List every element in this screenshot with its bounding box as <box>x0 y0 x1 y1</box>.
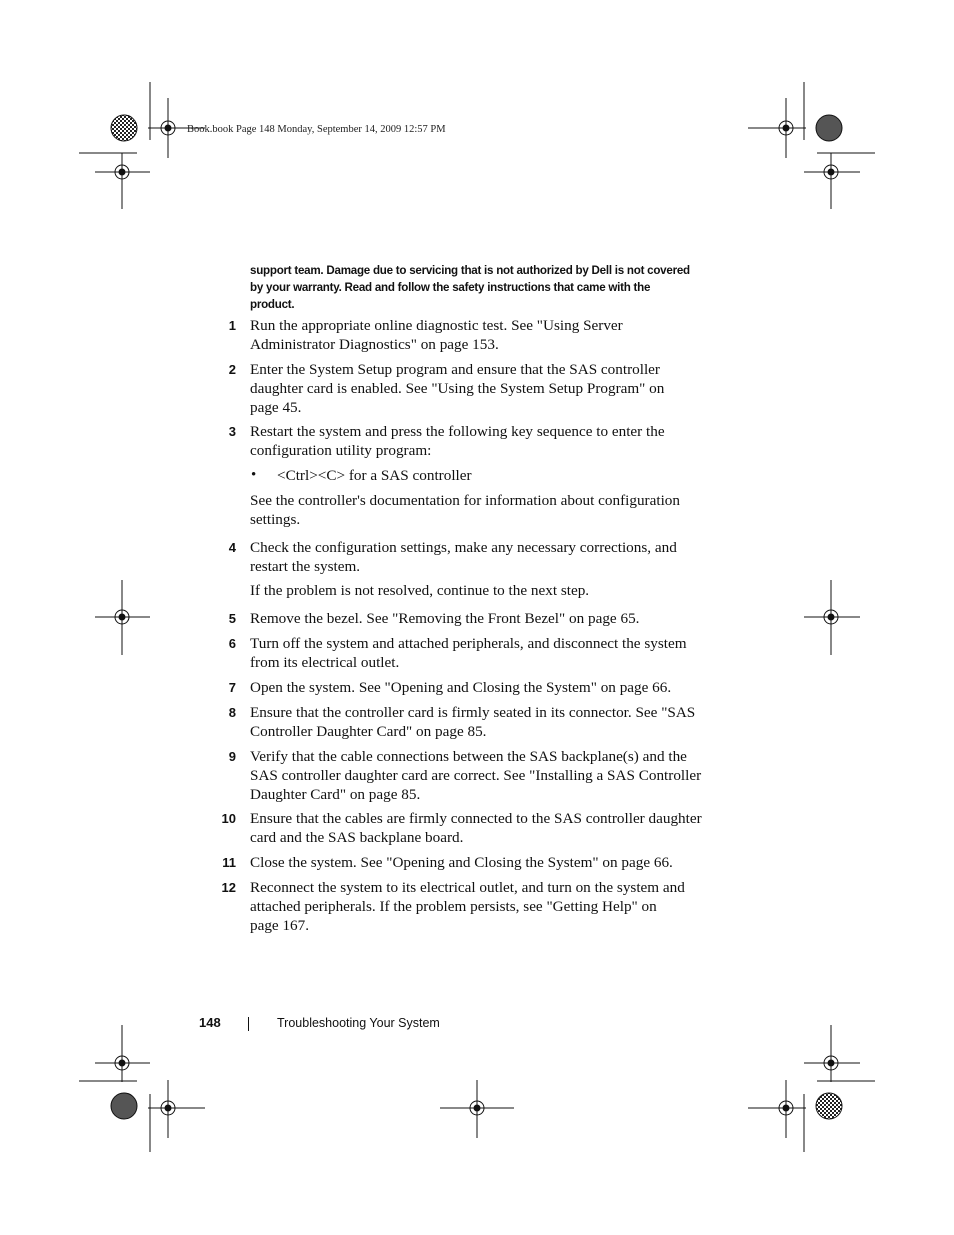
step-number: 8 <box>228 705 236 720</box>
step-number: 2 <box>228 362 236 377</box>
step-text: Open the system. See "Opening and Closing the System" on page 66. <box>250 679 672 696</box>
registration-mark-icon <box>157 117 179 139</box>
step-note: See the controller's documentation for information about configuration settings. <box>250 492 680 528</box>
step-number: 11 <box>222 855 236 870</box>
step-number: 6 <box>228 636 236 651</box>
step-number: 4 <box>228 540 236 555</box>
step-number: 10 <box>221 811 236 826</box>
step-number: 3 <box>228 424 236 439</box>
step-text: Close the system. See "Opening and Closing the System" on page 66. <box>250 854 673 871</box>
bullet-item: <Ctrl><C> for a SAS controller <box>277 467 472 484</box>
color-target-icon <box>111 1093 137 1119</box>
footer-section-title: Troubleshooting Your System <box>277 1016 440 1030</box>
step-number: 12 <box>221 880 236 895</box>
registration-mark-icon <box>820 161 842 183</box>
step-text: Turn off the system and attached peripherals, and disconnect the system from its electrical outlet. <box>250 635 687 671</box>
step-text: Restart the system and press the following key sequence to enter the configuration utility program: <box>250 423 665 459</box>
step-text: Remove the bezel. See "Removing the Front Bezel" on page 65. <box>250 610 640 627</box>
color-target-icon <box>816 1093 842 1119</box>
color-target-icon <box>111 115 137 141</box>
step-number: 1 <box>228 318 236 333</box>
warning-line: by your warranty. Read and follow the safety instructions that came with the <box>250 281 651 294</box>
footer-divider <box>248 1017 249 1031</box>
step-text: Run the appropriate online diagnostic test. See "Using Server Administrator Diagnostics" on page 153. <box>250 317 623 353</box>
registration-mark-icon <box>111 606 133 628</box>
step-text: Reconnect the system to its electrical outlet, and turn on the system and attached peripherals. If the problem persists, see "Getting Help" on page 167. <box>250 879 685 934</box>
print-slug: Book.book Page 148 Monday, September 14, 2009 12:57 PM <box>187 124 446 135</box>
registration-mark-icon <box>820 606 842 628</box>
warning-line: product. <box>250 298 295 311</box>
warning-text <box>250 262 720 313</box>
warning-line: support team. Damage due to servicing that is not authorized by Dell is not covered <box>250 264 690 277</box>
registration-mark-icon <box>111 1052 133 1074</box>
step-text: Enter the System Setup program and ensure that the SAS controller daughter card is enabled. See "Using the System Setup Program" on page 45. <box>250 361 665 416</box>
step-text: Verify that the cable connections between the SAS backplane(s) and the SAS controller daughter card are correct. See "Installing a SAS Controller Daughter Card" on page 85. <box>250 748 702 803</box>
step-number: 9 <box>228 749 236 764</box>
registration-mark-icon <box>157 1097 179 1119</box>
step-text: Check the configuration settings, make any necessary corrections, and restart the system. <box>250 539 677 575</box>
step-number: 5 <box>228 611 236 626</box>
step-number: 7 <box>228 680 236 695</box>
registration-mark-icon <box>111 161 133 183</box>
registration-mark-icon <box>775 117 797 139</box>
page-number: 148 <box>199 1015 221 1030</box>
registration-mark-icon <box>775 1097 797 1119</box>
step-text: Ensure that the controller card is firmly seated in its connector. See "SAS Controller Daughter Card" on page 85. <box>250 704 696 740</box>
registration-mark-icon <box>820 1052 842 1074</box>
color-target-icon <box>816 115 842 141</box>
bullet-icon: • <box>251 467 257 483</box>
registration-mark-icon <box>466 1097 488 1119</box>
step-text: Ensure that the cables are firmly connected to the SAS controller daughter card and the SAS backplane board. <box>250 810 702 846</box>
step-note: If the problem is not resolved, continue to the next step. <box>250 582 590 599</box>
